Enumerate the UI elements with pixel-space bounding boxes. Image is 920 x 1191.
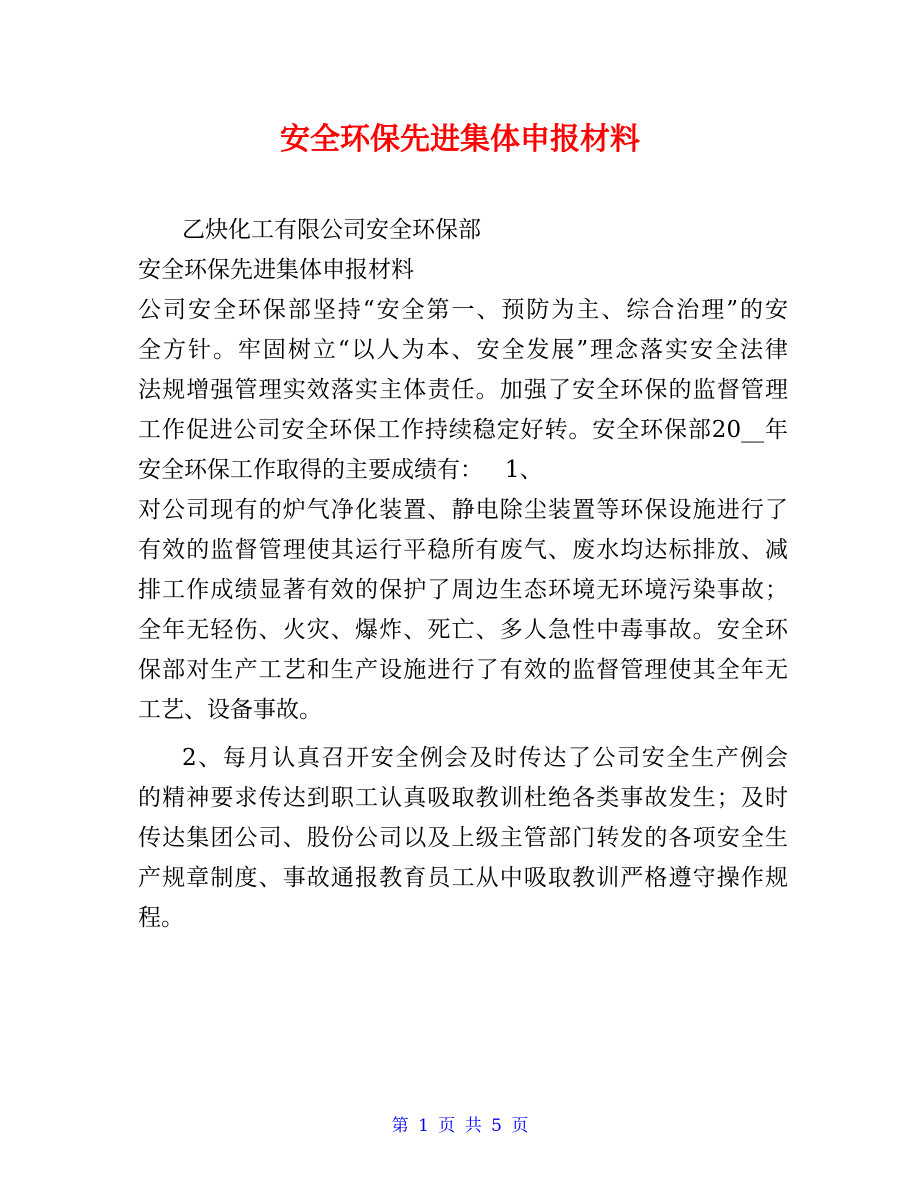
paragraph-line: 有效的监督管理使其运行平稳所有废气、废水均达标排放、减 (138, 537, 788, 563)
paragraph-line: 全年无轻伤、火灾、爆炸、死亡、多人急性中毒事故。安全环 (138, 617, 788, 643)
paragraph-line: 排工作成绩显著有效的保护了周边生态环境无环境污染事故； (138, 577, 788, 603)
document-title: 安全环保先进集体申报材料 (280, 122, 640, 157)
paragraph-line: 程。 (138, 905, 184, 931)
paragraph-line: 法规增强管理实效落实主体责任。加强了安全环保的监督管理 (138, 377, 788, 403)
paragraph-line: 产规章制度、事故通报教育员工从中吸取教训严格遵守操作规 (138, 865, 788, 891)
paragraph-line: 工作促进公司安全环保工作持续稳定好转。安全环保部20__年 (138, 417, 788, 443)
org-name-line: 乙炔化工有限公司安全环保部 (182, 217, 481, 243)
paragraph-line: 安全环保工作取得的主要成绩有： 1、 (138, 457, 543, 483)
page-number-footer: 第 1 页 共 5 页 (391, 1116, 529, 1136)
subtitle-line: 安全环保先进集体申报材料 (138, 257, 414, 283)
document-body (138, 210, 788, 938)
paragraph-line: 公司安全环保部坚持“安全第一、预防为主、综合治理”的安 (138, 297, 788, 323)
paragraph-line: 全方针。牢固树立“以人为本、安全发展”理念落实安全法律 (138, 337, 788, 363)
paragraph-line: 对公司现有的炉气净化装置、静电除尘装置等环保设施进行了 (138, 497, 788, 523)
paragraph-line: 2、每月认真召开安全例会及时传达了公司安全生产例会 (182, 745, 788, 771)
paragraph-line: 的精神要求传达到职工认真吸取教训杜绝各类事故发生；及时 (138, 785, 788, 811)
paragraph-line: 传达集团公司、股份公司以及上级主管部门转发的各项安全生 (138, 825, 788, 851)
paragraph-line: 保部对生产工艺和生产设施进行了有效的监督管理使其全年无 (138, 657, 788, 683)
paragraph-line: 工艺、设备事故。 (138, 697, 322, 723)
